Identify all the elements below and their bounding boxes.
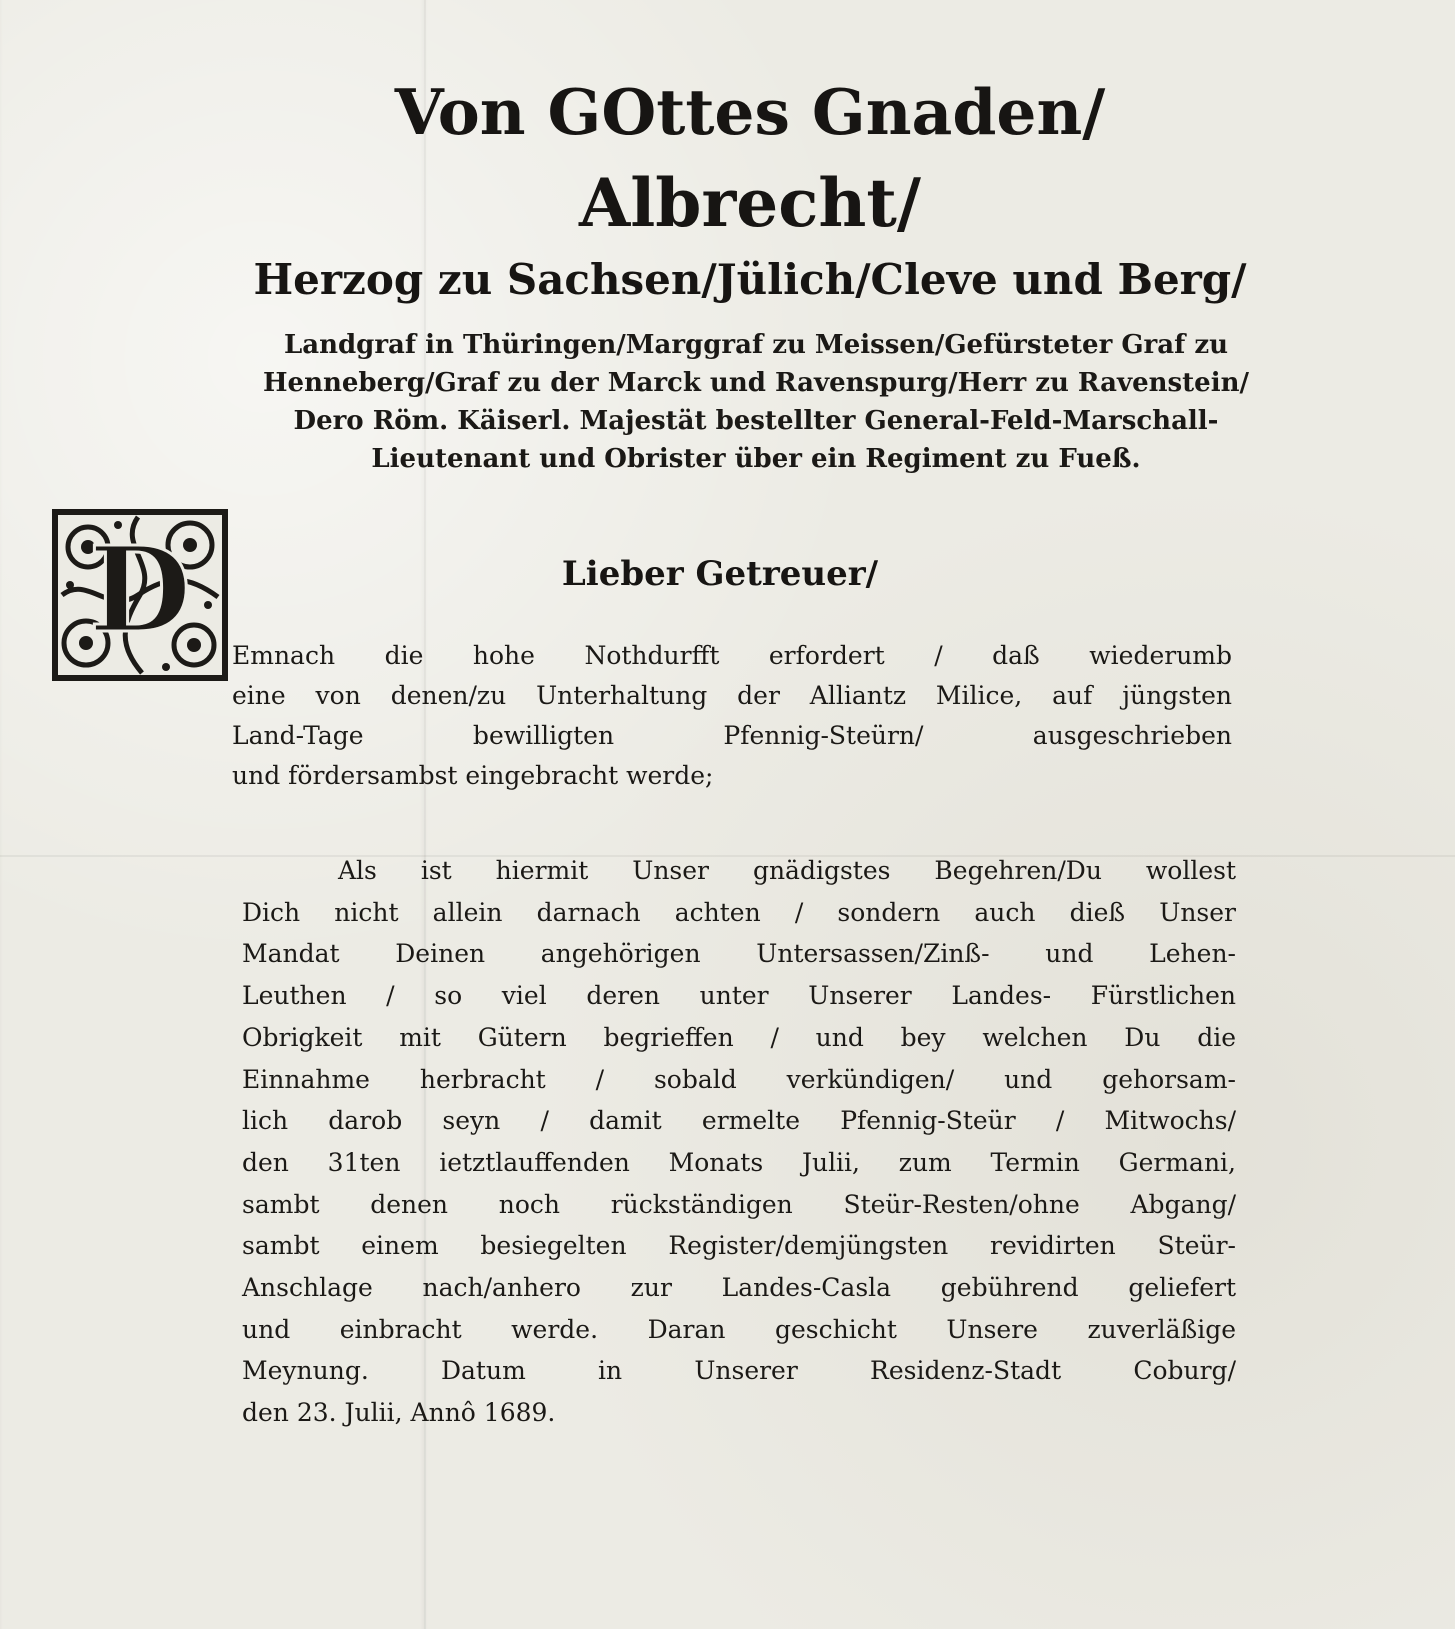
text-line: den 31ten ietztlauffenden Monats Julii, zum Termin Germani, <box>242 1147 1236 1177</box>
text-line: Leuthen / so viel deren unter Unserer Landes- Fürstlichen <box>242 981 1236 1011</box>
ornamental-initial-letter-icon <box>48 505 232 685</box>
document-heading <box>220 70 1280 310</box>
title-line: Lieutenant und Obrister über ein Regiment zu Fueß. <box>371 444 1141 474</box>
initial-letter: D <box>88 520 192 659</box>
text-line: Meynung. Datum in Unserer Residenz-Stadt Coburg/ <box>242 1356 1236 1386</box>
text-line: Mandat Deinen angehörigen Untersassen/Zinß- und Lehen- <box>242 939 1236 969</box>
text-line: Obrigkeit mit Gütern begrieffen / und bey welchen Du die <box>242 1022 1236 1052</box>
paragraph-mandate <box>242 850 1236 1434</box>
ruler-titles <box>226 326 1286 478</box>
text-line: Anschlage nach/anhero zur Landes-Casla gebührend geliefert <box>242 1273 1236 1303</box>
heading-name: Albrecht/ <box>579 164 921 242</box>
title-line: Henneberg/Graf zu der Marck und Ravenspurg/Herr zu Ravenstein/ <box>262 368 1250 398</box>
paragraph-intro <box>232 636 1232 796</box>
text-line: Dich nicht allein darnach achten / sondern auch dieß Unser <box>242 897 1236 927</box>
text-line: sambt denen noch rückständigen Steür-Resten/ohne Abgang/ <box>242 1189 1236 1219</box>
text-line: und fördersambst eingebracht werde; <box>232 761 714 790</box>
text-line: Einnahme herbracht / sobald verkündigen/ und gehorsam- <box>242 1064 1236 1094</box>
text-line: Als ist hiermit Unser gnädigstes Begehren/Du wollest <box>338 856 1236 885</box>
title-line: Landgraf in Thüringen/Marggraf zu Meissen/Gefürsteter Graf zu <box>283 330 1229 360</box>
title-line: Dero Röm. Käiserl. Majestät bestellter General-Feld-Marschall- <box>293 406 1219 436</box>
heading-duchy: Herzog zu Sachsen/Jülich/Cleve und Berg/ <box>253 255 1247 304</box>
text-line: sambt einem besiegelten Register/demjüngsten revidirten Steür- <box>242 1231 1236 1261</box>
text-line: und einbracht werde. Daran geschicht Unsere zuverläßige <box>242 1314 1236 1344</box>
text-line: Land-Tage bewilligten Pfennig-Steürn/ ausgeschrieben <box>232 721 1232 750</box>
heading-grace-line: Von GOttes Gnaden/ <box>394 75 1106 149</box>
text-line: eine von denen/zu Unterhaltung der Alliantz Milice, auf jüngsten <box>232 681 1232 710</box>
text-line: lich darob seyn / damit ermelte Pfennig-Steür / Mitwochs/ <box>242 1106 1236 1136</box>
text-line: Emnach die hohe Nothdurfft erfordert / daß wiederumb <box>232 641 1232 670</box>
text-line: den 23. Julii, Annô 1689. <box>242 1398 556 1428</box>
salutation: Lieber Getreuer/ <box>561 554 879 594</box>
